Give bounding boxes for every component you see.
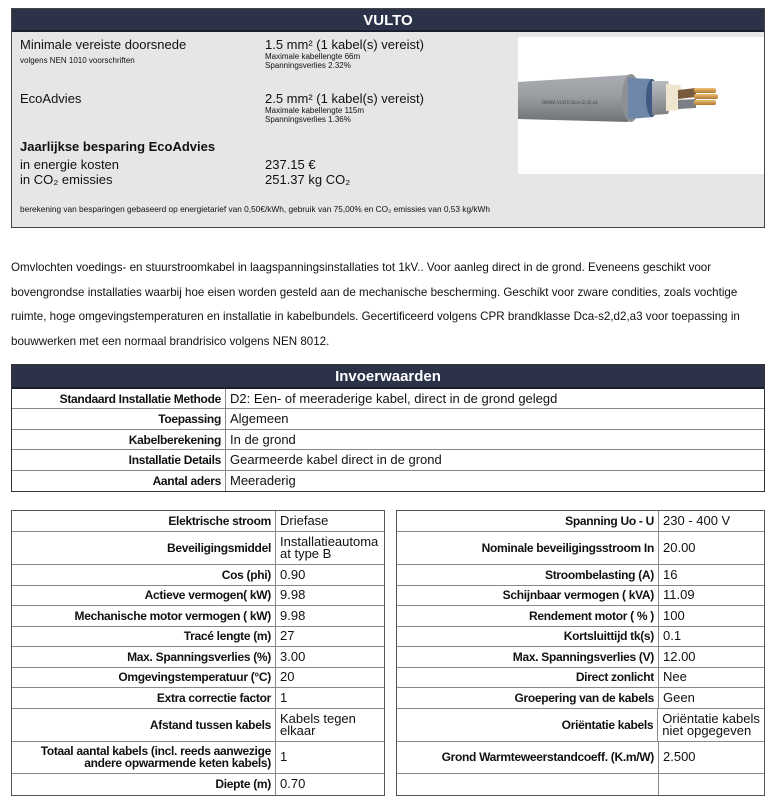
row-value: 27	[280, 628, 295, 644]
product-title: VULTO	[12, 9, 764, 32]
row-value: 0.90	[280, 566, 306, 582]
table-row	[397, 586, 764, 607]
row-label: Kortsluittijd tk(s)	[397, 627, 659, 647]
min-section-value: 1.5 mm² (1 kabel(s) vereist)	[265, 37, 424, 52]
row-label: Diepte (m)	[12, 774, 276, 795]
row-label: Tracé lengte (m)	[12, 627, 276, 647]
row-value: 11.09	[663, 587, 695, 603]
table-row	[397, 511, 764, 532]
table-row	[12, 742, 384, 774]
eco-value: 2.5 mm² (1 kabel(s) vereist)	[265, 91, 424, 106]
row-label: Grond Warmteweerstandcoeff. (K.m/W)	[397, 742, 659, 773]
table-row	[12, 688, 384, 709]
row-value: Meeraderig	[230, 472, 296, 488]
row-value: Driefase	[280, 513, 329, 528]
table-row	[12, 647, 384, 668]
row-label: Max. Spanningsverlies (%)	[12, 647, 276, 667]
table-row	[397, 774, 764, 795]
savings-footnote: berekening van besparingen gebaseerd op energietarief van 0,50€/kWh, gebruik van 75,00% en CO₂ emissies van 0,53 kg/kWh	[20, 204, 490, 214]
row-value: Nee	[663, 669, 687, 685]
row-value: 9.98	[280, 607, 306, 623]
co2-label: in CO₂ emissies	[20, 172, 113, 187]
row-label: Groepering van de kabels	[397, 688, 659, 708]
row-value: 1	[280, 749, 288, 764]
row-value: Installatieautoma at type B	[280, 534, 379, 561]
table-row	[12, 409, 764, 429]
row-value: Oriëntatie kabels niet opgegeven	[662, 710, 760, 738]
row-label: Omgevingstemperatuur (°C)	[12, 668, 276, 688]
row-label: Totaal aantal kabels (incl. reeds aanwezige andere opwarmende keten kabels)	[12, 742, 276, 773]
row-value: 3.00	[280, 648, 306, 664]
table-row	[397, 565, 764, 586]
table-row	[12, 565, 384, 586]
row-label: Elektrische stroom	[12, 511, 276, 531]
energy-value: 237.15 €	[265, 157, 316, 172]
row-value: 9.98	[280, 587, 306, 603]
eco-max-length: Maximale kabellengte 115m	[265, 106, 365, 115]
energy-label: in energie kosten	[20, 157, 120, 172]
table-row	[397, 688, 764, 709]
row-label: Installatie Details	[12, 450, 226, 469]
parameters-table-left	[11, 510, 385, 796]
row-value: 20	[280, 669, 295, 685]
row-value: 2.500	[663, 749, 696, 764]
min-section-max-length: Maximale kabellengte 66m	[265, 52, 361, 61]
row-value: 1	[280, 689, 288, 705]
row-value: 0.1	[663, 628, 682, 644]
row-label: Rendement motor ( % )	[397, 606, 659, 626]
min-section-voltage-loss: Spanningsverlies 2.32%	[265, 61, 351, 70]
row-value: Gearmeerde kabel direct in de grond	[230, 452, 442, 468]
table-row	[397, 709, 764, 742]
table-row	[397, 647, 764, 668]
row-value: 230 - 400 V	[663, 513, 731, 528]
row-label: Spanning Uo - U	[397, 511, 659, 531]
table-row	[12, 389, 764, 409]
row-value: 20.00	[663, 540, 696, 555]
table-row	[12, 532, 384, 565]
eco-voltage-loss: Spanningsverlies 1.36%	[265, 115, 351, 124]
table-row	[397, 532, 764, 565]
row-label: Mechanische motor vermogen ( kW)	[12, 606, 276, 626]
row-label: Beveiligingsmiddel	[12, 532, 276, 564]
min-section-label: Minimale vereiste doorsnede	[20, 37, 187, 52]
row-label: Standaard Installatie Methode	[12, 389, 226, 408]
table-row	[12, 471, 764, 491]
table-row	[12, 430, 764, 450]
table-row	[12, 511, 384, 532]
row-value: 100	[663, 607, 685, 623]
row-label: Cos (phi)	[12, 565, 276, 585]
table-row	[397, 742, 764, 774]
row-value: Algemeen	[230, 411, 289, 427]
savings-title: Jaarlijkse besparing EcoAdvies	[20, 139, 216, 154]
cable-illustration	[518, 37, 764, 174]
cable-image	[518, 37, 764, 174]
product-panel-body	[12, 32, 764, 227]
table-row	[397, 627, 764, 648]
row-label: Schijnbaar vermogen ( kVA)	[397, 586, 659, 606]
table-row	[12, 668, 384, 689]
row-value: D2: Een- of meeraderige kabel, direct in de grond gelegd	[230, 391, 558, 406]
table-row	[12, 627, 384, 648]
row-label: Stroombelasting (A)	[397, 565, 659, 585]
row-value: 12.00	[663, 648, 696, 664]
row-label: Extra correctie factor	[12, 688, 276, 708]
table-row	[397, 668, 764, 689]
min-section-sublabel: volgens NEN 1010 voorschriften	[20, 56, 135, 65]
row-value: Geen	[663, 689, 695, 705]
table-row	[12, 586, 384, 607]
table-row	[12, 606, 384, 627]
table-row	[397, 606, 764, 627]
row-label: Aantal aders	[12, 471, 226, 491]
co2-value: 251.37 kg CO₂	[265, 172, 351, 187]
row-label	[397, 774, 659, 795]
product-panel	[11, 8, 765, 228]
table-row	[12, 709, 384, 742]
parameters-table-right	[396, 510, 765, 796]
input-values-title: Invoerwaarden	[12, 365, 764, 389]
eco-label: EcoAdvies	[20, 91, 82, 106]
row-value: Kabels tegen elkaar	[280, 710, 356, 738]
row-label: Nominale beveiligingsstroom In	[397, 532, 659, 564]
row-label: Max. Spanningsverlies (V)	[397, 647, 659, 667]
row-label: Afstand tussen kabels	[12, 709, 276, 741]
row-label: Direct zonlicht	[397, 668, 659, 688]
row-label: Actieve vermogen( kW)	[12, 586, 276, 606]
row-value: 16	[663, 566, 678, 582]
row-label: Kabelberekening	[12, 430, 226, 449]
cable-print-text: DRAKA VULTO Dca-s2,d2,a3	[542, 100, 598, 105]
table-row	[12, 774, 384, 795]
row-label: Toepassing	[12, 409, 226, 428]
product-description: Omvlochten voedings- en stuurstroomkabel in laagspanningsinstallaties tot 1kV.. Voor aanleg direct in de grond. Eveneens geschikt voor bovengrondse installaties waarbij hoe eisen worden gesteld aan de mechanische bescherming. Geschikt voor zware condities, zoals vochtige ruimte, hoge omgevingstemperaturen en installatie in kabelbundels. Gecertificeerd volgens CPR brandklasse Dca-s2,d2,a3 voor toepassing in bouwwerken met een normaal brandrisico volgens NEN 8012.	[11, 261, 740, 348]
input-values-table	[11, 364, 765, 492]
table-row	[12, 450, 764, 470]
row-label: Oriëntatie kabels	[397, 709, 658, 741]
row-value: 0.70	[280, 776, 306, 791]
row-value: In de grond	[230, 431, 296, 447]
